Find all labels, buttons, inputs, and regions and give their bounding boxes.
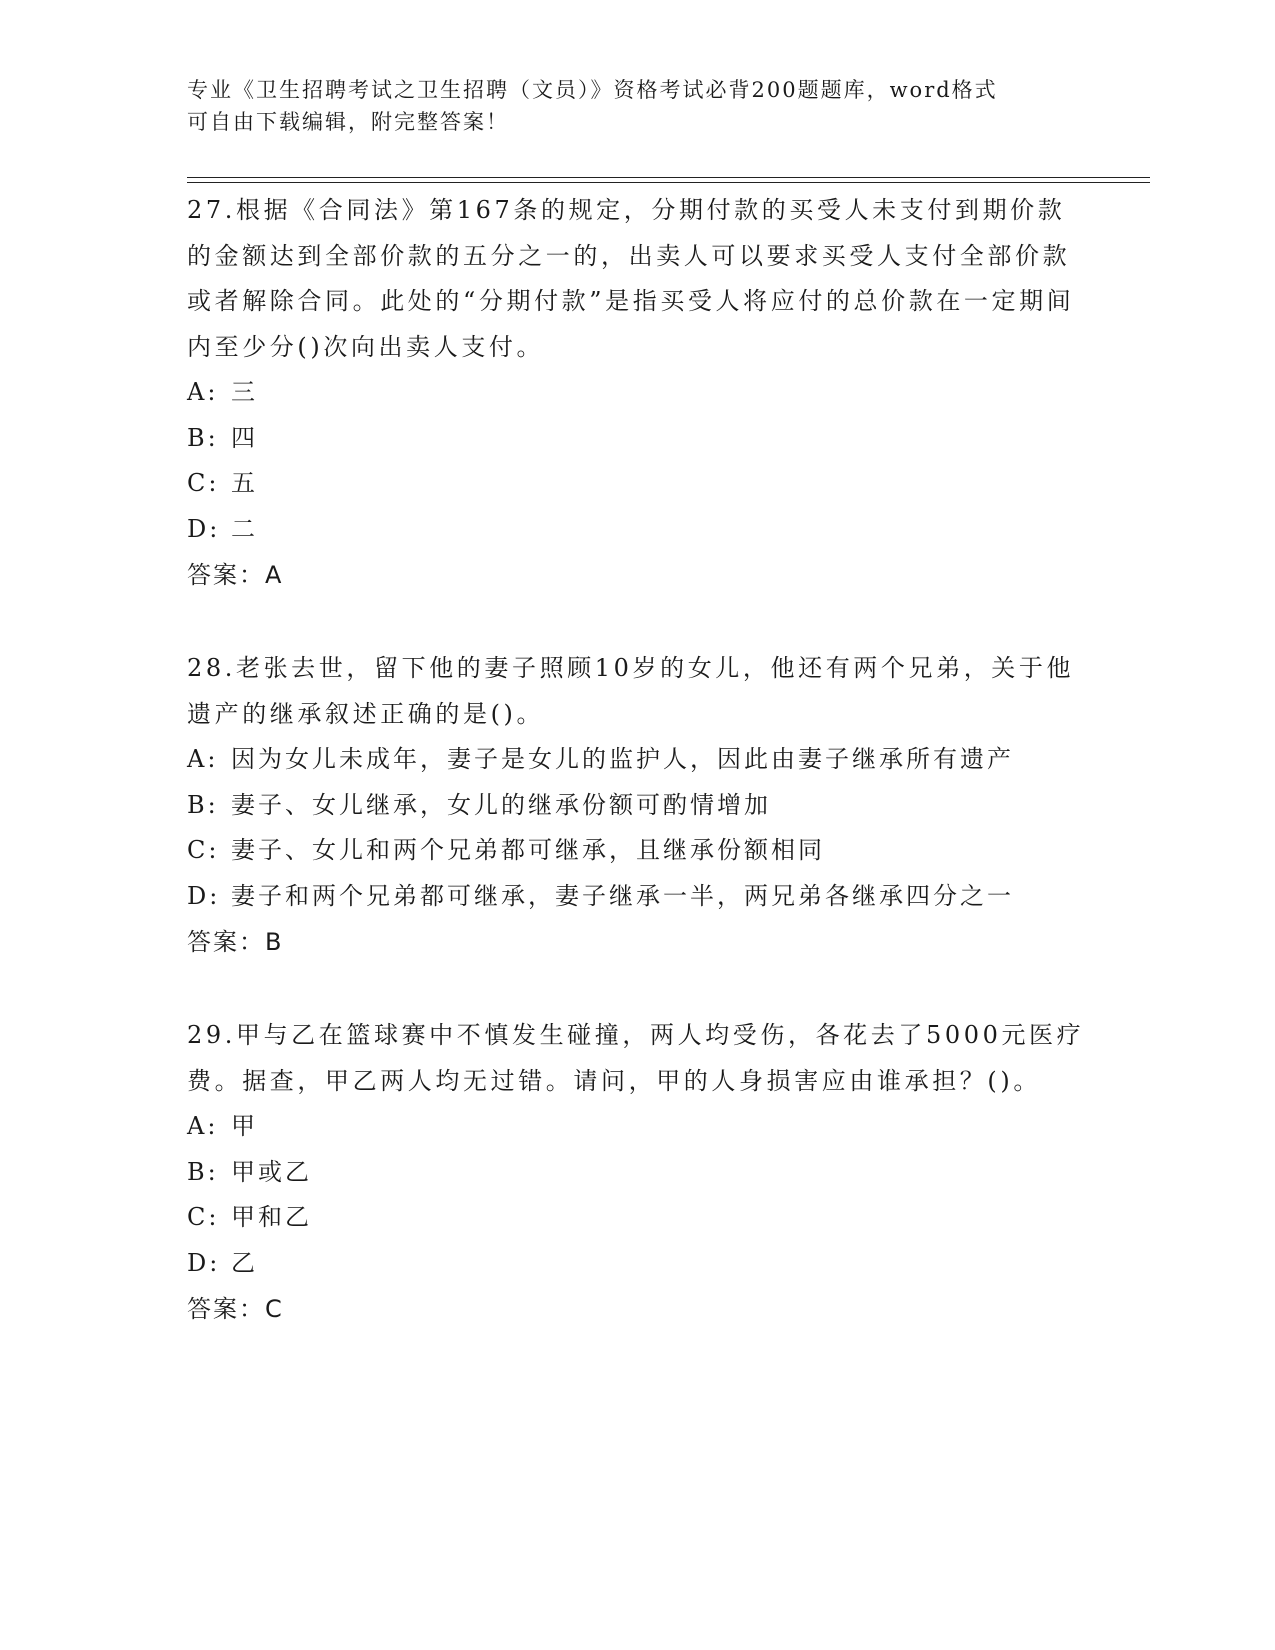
option-c	[187, 1195, 1087, 1241]
option-text: 妻子、女儿和两个兄弟都可继承，且继承份额相同	[231, 836, 825, 864]
option-label: D:	[187, 514, 221, 543]
question-28	[187, 646, 1087, 965]
header-divider-top	[187, 177, 1150, 178]
header-title-line-1: 专业《卫生招聘考试之卫生招聘（文员）》资格考试必背200题题库，word格式	[187, 78, 998, 102]
answer-line: 答案：B	[187, 928, 284, 956]
option-label: C:	[187, 1203, 220, 1231]
option-label: B:	[187, 1157, 219, 1186]
answer-line: 答案：A	[187, 561, 284, 589]
option-text: 妻子、女儿继承，女儿的继承份额可酌情增加	[231, 790, 771, 819]
document-header	[187, 74, 1067, 138]
option-text: 甲	[231, 1112, 258, 1140]
question-stem: 28.老张去世，留下他的妻子照顾10岁的女儿，他还有两个兄弟，关于他遗产的继承叙述正确的是()。	[187, 654, 1075, 728]
option-label: D:	[187, 1248, 221, 1277]
option-text: 甲或乙	[231, 1157, 312, 1186]
option-a	[187, 737, 1087, 783]
header-title-line-2: 可自由下载编辑，附完整答案！	[187, 110, 509, 134]
option-a	[187, 1104, 1087, 1150]
header-divider-bottom	[187, 182, 1150, 183]
question-list	[187, 188, 1087, 1380]
option-text: 三	[231, 378, 258, 406]
question-27	[187, 188, 1087, 598]
option-label: A:	[187, 1112, 219, 1140]
option-label: B:	[187, 790, 219, 819]
question-29	[187, 1013, 1087, 1332]
option-a	[187, 370, 1087, 416]
option-c	[187, 828, 1087, 874]
option-d	[187, 874, 1087, 920]
option-label: B:	[187, 423, 219, 452]
question-stem: 27.根据《合同法》第167条的规定，分期付款的买受人未支付到期价款的金额达到全部价款的五分之一的，出卖人可以要求买受人支付全部价款或者解除合同。此处的“分期付款”是指买受人将应付的总价款在一定期间内至少分()次向出卖人支付。	[187, 196, 1075, 361]
option-text: 四	[231, 423, 258, 452]
option-label: A:	[187, 745, 219, 773]
option-text: 因为女儿未成年，妻子是女儿的监护人，因此由妻子继承所有遗产	[231, 745, 1014, 773]
option-label: C:	[187, 469, 220, 497]
option-b	[187, 416, 1087, 462]
option-label: D:	[187, 881, 221, 910]
option-d	[187, 507, 1087, 553]
option-label: A:	[187, 378, 219, 406]
option-text: 乙	[231, 1248, 258, 1277]
option-text: 妻子和两个兄弟都可继承，妻子继承一半，两兄弟各继承四分之一	[231, 881, 1014, 910]
option-b	[187, 783, 1087, 829]
answer-line: 答案：C	[187, 1295, 284, 1323]
option-text: 甲和乙	[231, 1203, 312, 1231]
option-label: C:	[187, 836, 220, 864]
question-stem: 29.甲与乙在篮球赛中不慎发生碰撞，两人均受伤，各花去了5000元医疗费。据查，甲乙两人均无过错。请问，甲的人身损害应由谁承担？()。	[187, 1021, 1085, 1095]
option-text: 五	[231, 469, 258, 497]
option-text: 二	[231, 514, 258, 543]
option-b	[187, 1150, 1087, 1196]
option-c	[187, 461, 1087, 507]
option-d	[187, 1241, 1087, 1287]
